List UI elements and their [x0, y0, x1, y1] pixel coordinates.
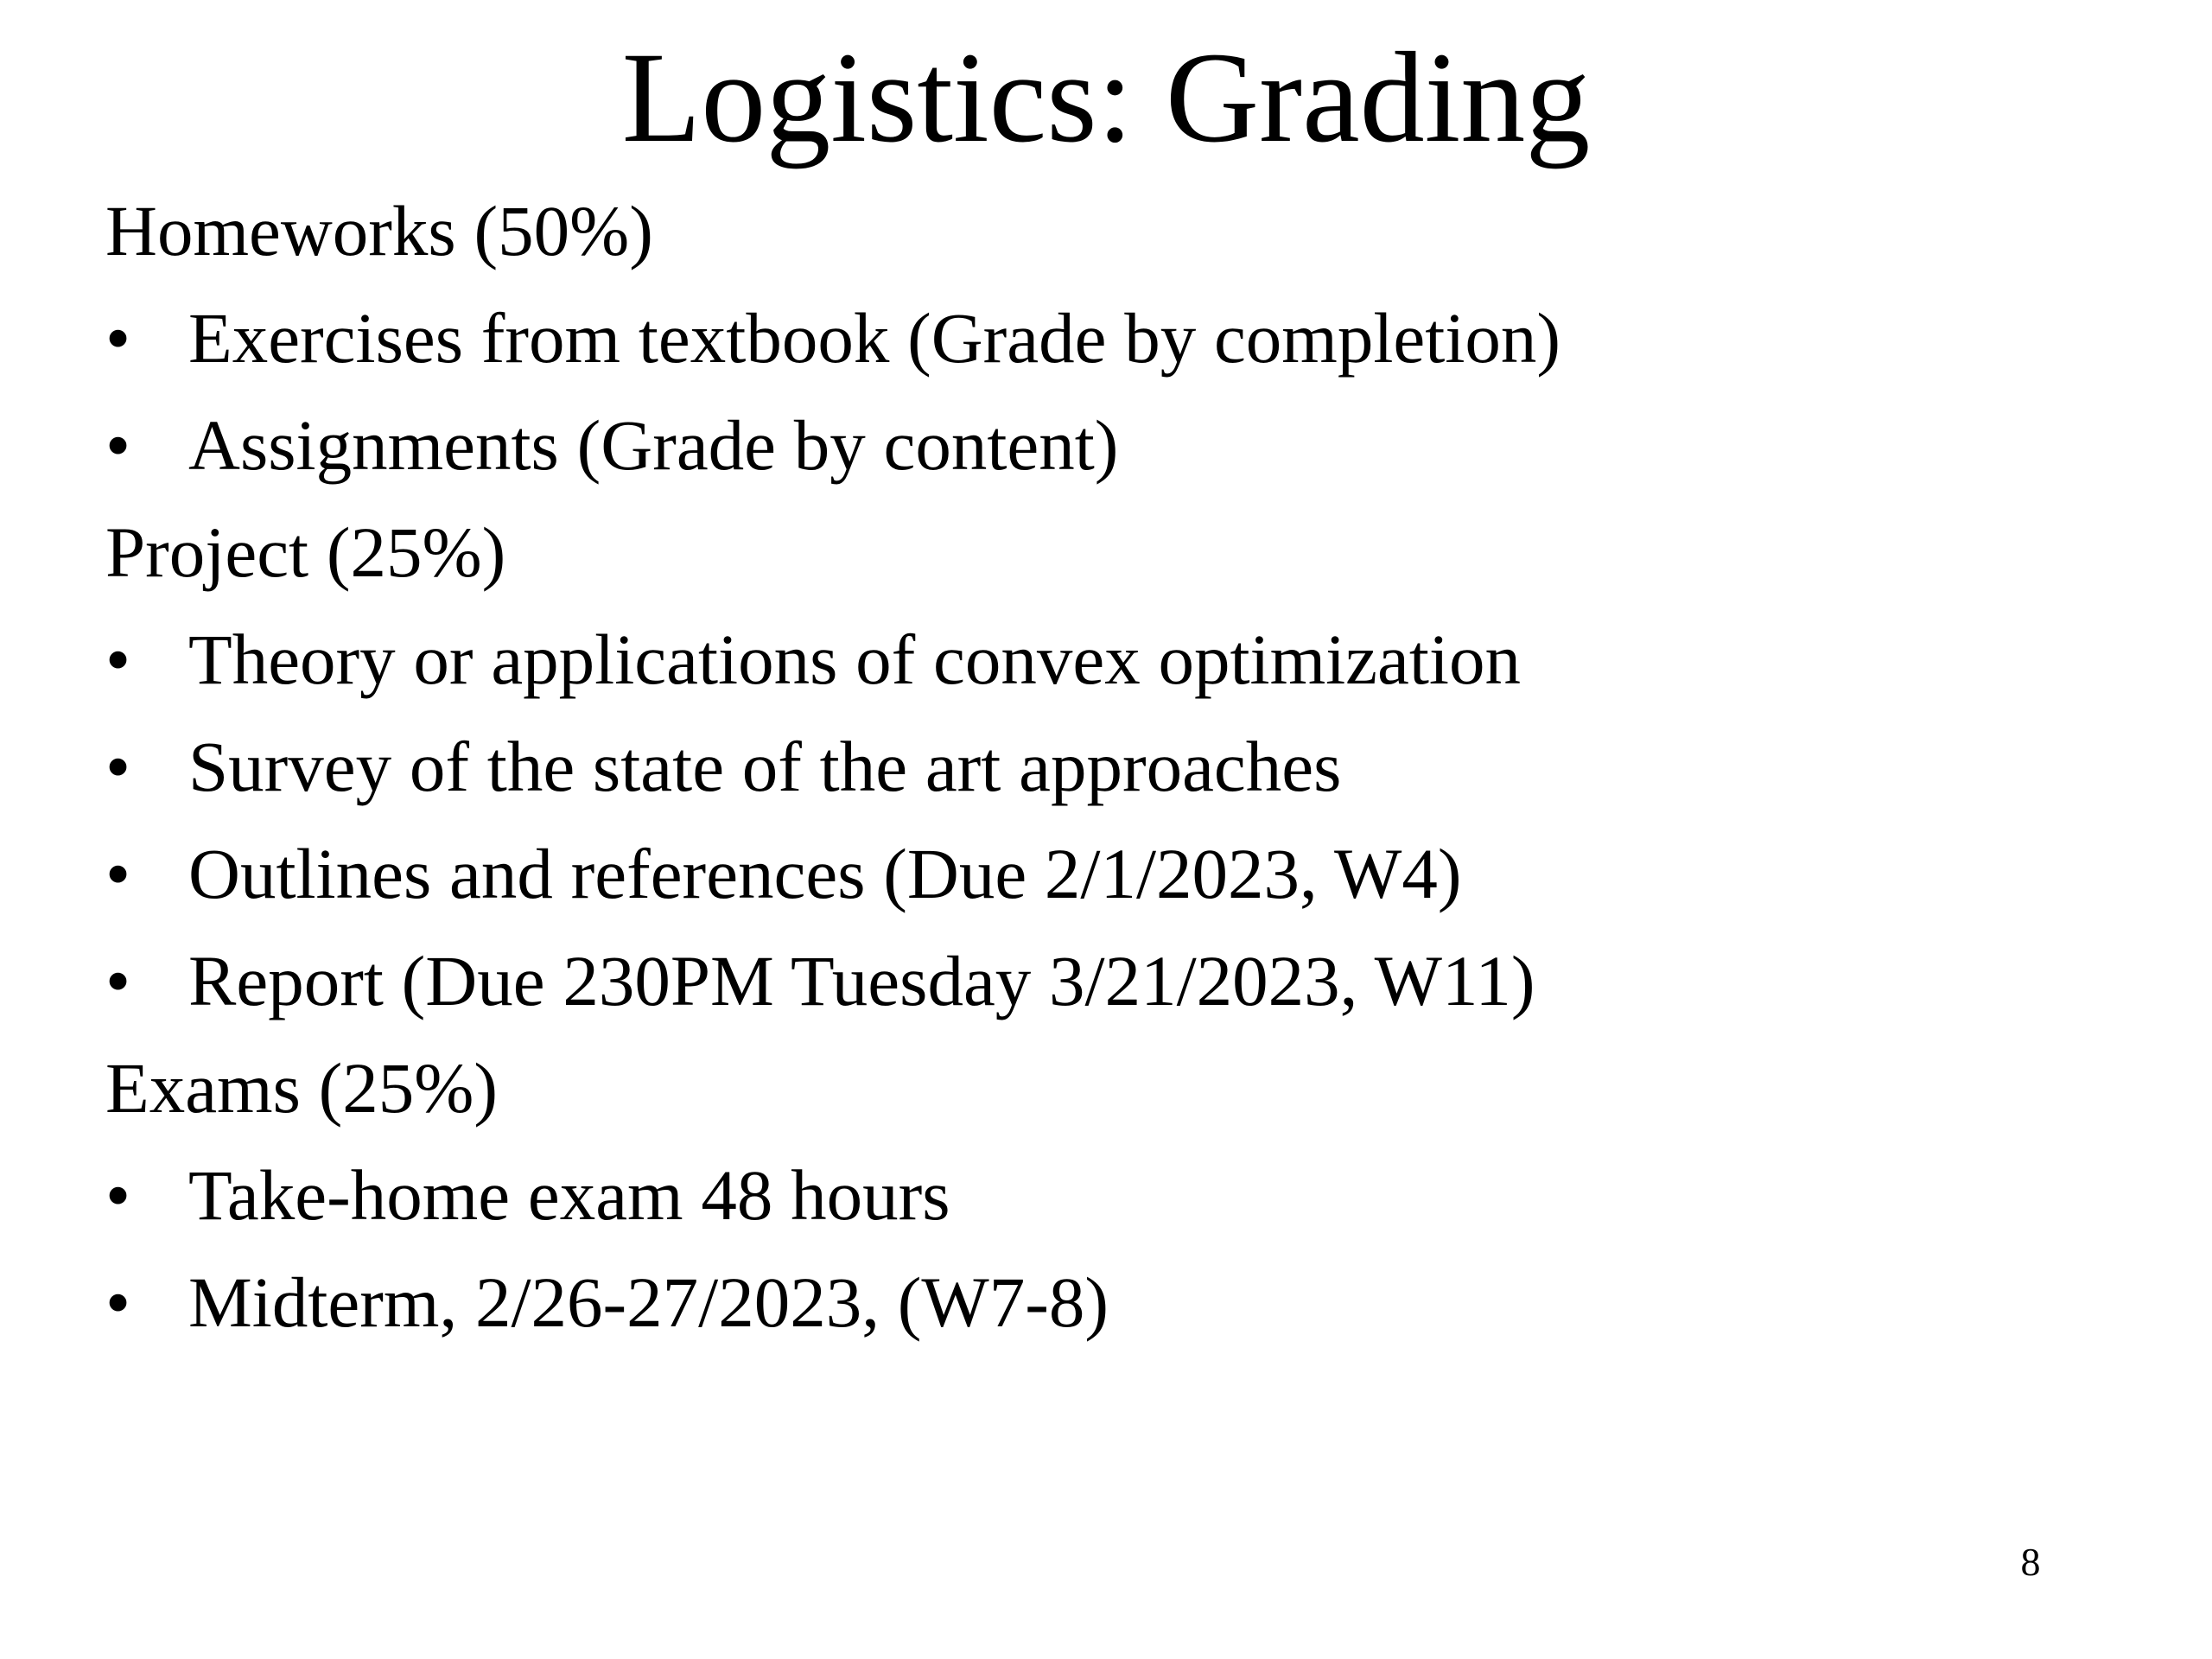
section-heading-project: Project (25%)	[105, 512, 506, 592]
bullet-text: Midterm, 2/26-27/2023, (W7-8)	[188, 1262, 1109, 1342]
bullet-icon: •	[105, 1262, 131, 1342]
bullet-text: Report (Due 230PM Tuesday 3/21/2023, W11)	[188, 941, 1535, 1020]
bullet-icon: •	[105, 727, 131, 806]
bullet-text: Theory or applications of convex optimization	[188, 620, 1521, 699]
bullet-item	[105, 606, 2093, 713]
bullet-item	[105, 391, 2093, 499]
bullet-text: Exercises from textbook (Grade by completion)	[188, 298, 1561, 378]
slide-content	[105, 177, 2093, 1356]
bullet-text: Assignments (Grade by content)	[188, 405, 1119, 485]
bullet-text: Outlines and references (Due 2/1/2023, W4)	[188, 834, 1462, 913]
bullet-item	[105, 820, 2093, 927]
bullet-item	[105, 284, 2093, 391]
bullet-text: Survey of the state of the art approaches	[188, 727, 1342, 806]
section-heading-exams: Exams (25%)	[105, 1048, 499, 1128]
bullet-item	[105, 1249, 2093, 1356]
section-heading-homeworks: Homeworks (50%)	[105, 191, 653, 270]
bullet-icon: •	[105, 1155, 131, 1235]
bullet-item	[105, 713, 2093, 820]
bullet-icon: •	[105, 834, 131, 913]
bullet-text: Take-home exam 48 hours	[188, 1155, 950, 1235]
slide-title: Logistics: Grading	[621, 26, 1591, 169]
bullet-icon: •	[105, 405, 131, 485]
bullet-icon: •	[105, 620, 131, 699]
bullet-icon: •	[105, 941, 131, 1020]
bullet-item	[105, 927, 2093, 1034]
page-number: 8	[2020, 1540, 2041, 1584]
bullet-item	[105, 1141, 2093, 1249]
bullet-icon: •	[105, 298, 131, 378]
